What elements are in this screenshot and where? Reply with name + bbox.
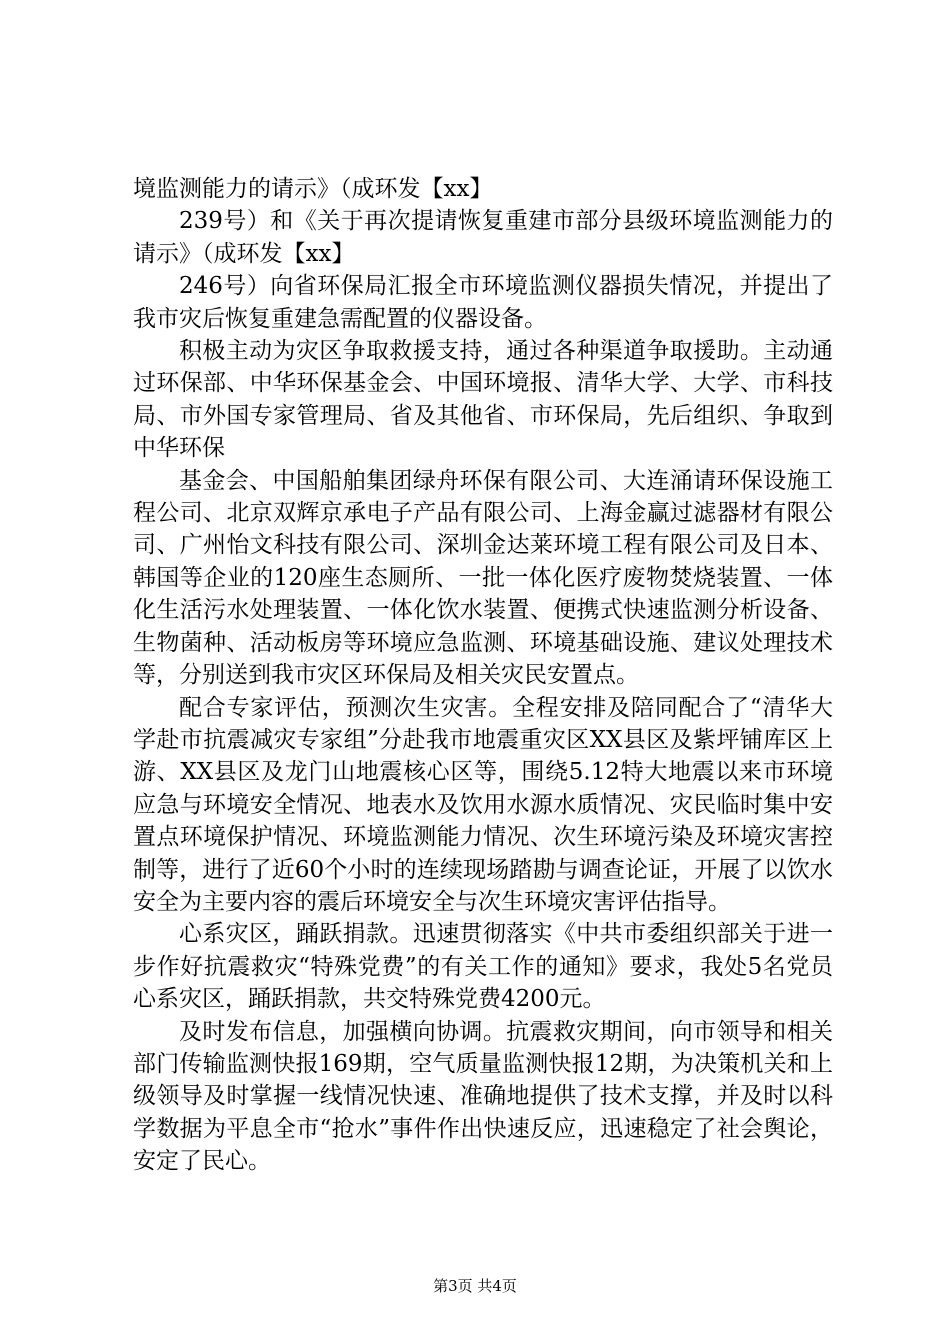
paragraph-2: 239号）和《关于再次提请恢复重建市部分县级环境监测能力的请示》（成环发【xx】 <box>133 208 833 267</box>
paragraph-3: 246号）向省环保局汇报全市环境监测仪器损失情况，并提出了我市灾后恢复重建急需配置的仪器设备。 <box>133 273 833 332</box>
paragraph-4: 积极主动为灾区争取救援支持，通过各种渠道争取援助。主动通过环保部、中华环保基金会、中国环境报、清华大学、大学、市科技局、市外国专家管理局、省及其他省、市环保局，先后组织、争取到中华环保 <box>133 338 833 462</box>
page-footer <box>0 1275 950 1296</box>
document-body <box>133 173 833 1178</box>
paragraph-6: 配合专家评估，预测次生灾害。全程安排及陪同配合了“清华大学赴市抗震减灾专家组”分赴我市地震重灾区XX县区及紫坪铺库区上游、XX县区及龙门山地震核心区等，围绕5.12特大地震以来市环境应急与环境安全情况、地表水及饮用水源水质情况、灾民临时集中安置点环境保护情况、环境监测能力情况、次生环境污染及环境灾害控制等，进行了近60个小时的连续现场踏勘与调查论证，开展了以饮水安全为主要内容的震后环境安全与次生环境灾害评估指导。 <box>133 694 833 915</box>
paragraph-7: 心系灾区，踊跃捐款。迅速贯彻落实《中共市委组织部关于进一步作好抗震救灾“特殊党费”的有关工作的通知》要求，我处5名党员心系灾区，踊跃捐款，共交特殊党费4200元。 <box>133 921 833 1013</box>
paragraph-8: 及时发布信息，加强横向协调。抗震救灾期间，向市领导和相关部门传输监测快报169期，空气质量监测快报12期，为决策机关和上级领导及时掌握一线情况快速、准确地提供了技术支撑，并及时以科学数据为平息全市“抢水”事件作出快速反应，迅速稳定了社会舆论，安定了民心。 <box>133 1018 833 1175</box>
paragraph-5: 基金会、中国船舶集团绿舟环保有限公司、大连涌请环保设施工程公司、北京双辉京承电子产品有限公司、上海金赢过滤器材有限公司、广州怡文科技有限公司、深圳金达莱环境工程有限公司及日本、韩国等企业的120座生态厕所、一批一体化医疗废物焚烧装置、一体化生活污水处理装置、一体化饮水装置、便携式快速监测分析设备、生物菌种、活动板房等环境应急监测、环境基础设施、建议处理技术等，分别送到我市灾区环保局及相关灾民安置点。 <box>133 467 833 689</box>
paragraph-1: 境监测能力的请示》（成环发【xx】 <box>133 176 493 202</box>
page-number: 第3页 共4页 <box>433 1277 517 1295</box>
